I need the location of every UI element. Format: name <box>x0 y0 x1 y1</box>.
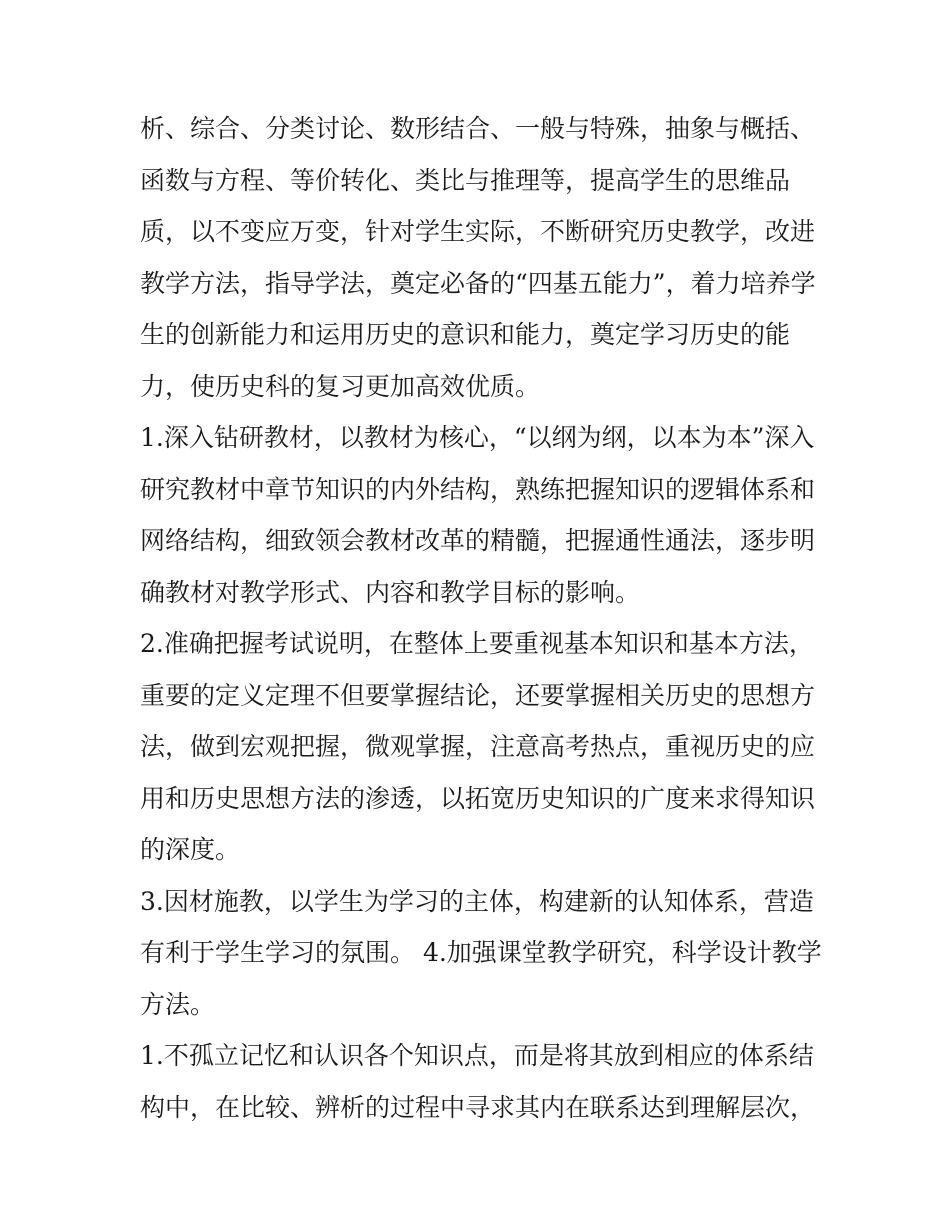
text-line-18: 方法。 <box>140 989 216 1019</box>
text-line-6: 力，使历史科的复习更加高效优质。 <box>140 371 541 401</box>
text-line-12: 重要的定义定理不但要掌握结论，还要掌握相关历史的思想方 <box>140 680 816 710</box>
text-line-4: 教学方法，指导学法，奠定必备的“四基五能力”，着力培养学 <box>140 268 816 298</box>
text-line-19: 1.不孤立记忆和认识各个知识点，而是将其放到相应的体系结 <box>140 1041 814 1070</box>
text-line-13: 法，做到宏观把握，微观掌握，注意高考热点，重视历史的应 <box>140 732 816 761</box>
text-line-11: 2.准确把握考试说明，在整体上要重视基本知识和基本方法， <box>140 629 814 658</box>
text-line-17: 有利于学生学习的氛围。 4.加强课堂教学研究，科学设计教学 <box>140 938 822 967</box>
text-line-7: 1.深入钻研教材，以教材为核心，“以纲为纲，以本为本”深入 <box>140 423 815 452</box>
text-line-9: 网络结构，细致领会教材改革的精髓，把握通性通法，逐步明 <box>140 526 816 555</box>
text-line-10: 确教材对教学形式、内容和教学目标的影响。 <box>140 577 641 607</box>
text-line-8: 研究教材中章节知识的内外结构，熟练把握知识的逻辑体系和 <box>140 474 816 504</box>
text-line-5: 生的创新能力和运用历史的意识和能力，奠定学习历史的能 <box>140 320 791 349</box>
text-line-2: 函数与方程、等价转化、类比与推理等，提高学生的思维品 <box>140 165 791 195</box>
text-line-14: 用和历史思想方法的渗透，以拓宽历史知识的广度来求得知识 <box>140 783 816 813</box>
text-line-16: 3.因材施教，以学生为学习的主体，构建新的认知体系，营造 <box>140 886 814 916</box>
text-line-3: 质，以不变应万变，针对学生实际，不断研究历史教学，改进 <box>140 217 816 246</box>
body-text <box>140 103 820 1133</box>
text-line-1: 析、综合、分类讨论、数形结合、一般与特殊，抽象与概括、 <box>140 114 816 143</box>
text-line-15: 的深度。 <box>140 835 241 864</box>
text-line-20: 构中，在比较、辨析的过程中寻求其内在联系达到理解层次， <box>140 1092 816 1122</box>
